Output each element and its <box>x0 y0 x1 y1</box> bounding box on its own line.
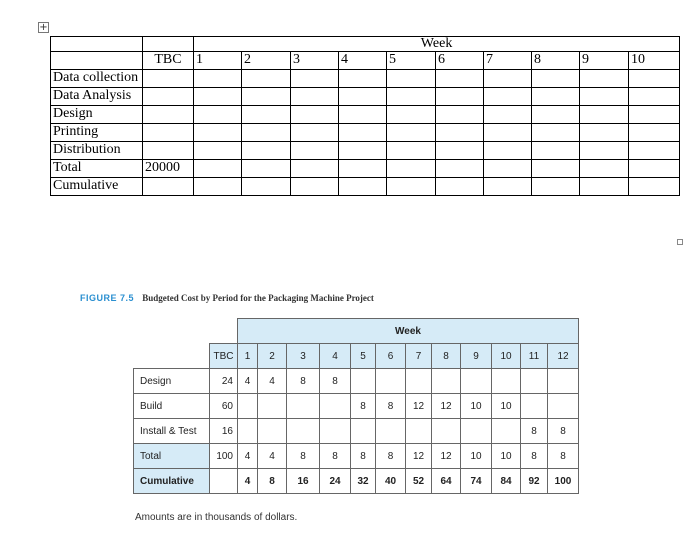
table-cell[interactable] <box>580 124 629 142</box>
column-header-week-5[interactable]: 5 <box>387 52 436 70</box>
figure-cell: 8 <box>287 369 320 394</box>
table-cell[interactable] <box>242 106 291 124</box>
figure-cell <box>548 369 579 394</box>
tbc-cell[interactable] <box>143 70 194 88</box>
figure-cell: 8 <box>287 444 320 469</box>
figure-cell <box>492 419 521 444</box>
table-row <box>51 88 680 106</box>
table-cell[interactable] <box>339 178 387 196</box>
table-cell[interactable] <box>387 124 436 142</box>
column-header-tbc[interactable]: TBC <box>143 52 194 70</box>
figure-row <box>134 369 579 394</box>
table-row <box>51 70 680 88</box>
figure-cell <box>432 419 461 444</box>
table-cell[interactable] <box>629 88 680 106</box>
table-row <box>51 142 680 160</box>
table-cell[interactable] <box>532 160 580 178</box>
table-cell[interactable] <box>580 106 629 124</box>
row-label[interactable]: Design <box>51 106 143 124</box>
table-cell[interactable] <box>629 124 680 142</box>
tbc-cell[interactable] <box>143 178 194 196</box>
table-cell[interactable] <box>387 178 436 196</box>
table-cell[interactable] <box>194 106 242 124</box>
figure-cell <box>432 369 461 394</box>
figure-cell <box>351 369 376 394</box>
blank-cell <box>210 319 238 344</box>
table-cell[interactable] <box>291 106 339 124</box>
figure-cell <box>238 419 258 444</box>
figure-cell: 24 <box>320 469 351 494</box>
figure-row <box>134 394 579 419</box>
blank-cell <box>134 344 210 369</box>
tbc-cell[interactable] <box>143 88 194 106</box>
figure-column-week-8: 8 <box>432 344 461 369</box>
table-cell[interactable] <box>291 142 339 160</box>
figure-cell: 8 <box>548 444 579 469</box>
table-cell[interactable] <box>339 106 387 124</box>
tbc-cell[interactable] <box>143 124 194 142</box>
figure-cell: 16 <box>287 469 320 494</box>
row-label[interactable]: Printing <box>51 124 143 142</box>
table-cell[interactable] <box>532 106 580 124</box>
figure-row-label: Build <box>134 394 210 419</box>
table-cell[interactable] <box>291 88 339 106</box>
figure-row-label: Design <box>134 369 210 394</box>
figure-cell <box>521 394 548 419</box>
figure-cell: 16 <box>210 419 238 444</box>
figure-cell: 10 <box>492 394 521 419</box>
table-cell[interactable] <box>436 106 484 124</box>
column-header-row <box>51 52 680 70</box>
figure-column-week-4: 4 <box>320 344 351 369</box>
column-header-week-6[interactable]: 6 <box>436 52 484 70</box>
table-cell[interactable] <box>484 178 532 196</box>
figure-column-week-7: 7 <box>406 344 432 369</box>
table-cell[interactable] <box>194 124 242 142</box>
table-cell[interactable] <box>629 142 680 160</box>
table-cell[interactable] <box>339 142 387 160</box>
blank-cell <box>134 319 210 344</box>
figure-cell: 92 <box>521 469 548 494</box>
figure-cell <box>210 469 238 494</box>
table-cell[interactable] <box>580 142 629 160</box>
figure-note: Amounts are in thousands of dollars. <box>135 512 298 523</box>
figure-number: FIGURE 7.5 <box>80 293 135 303</box>
figure-cell: 32 <box>351 469 376 494</box>
table-cell[interactable] <box>484 142 532 160</box>
table-cell[interactable] <box>436 178 484 196</box>
table-row <box>51 178 680 196</box>
table-cell[interactable] <box>242 142 291 160</box>
figure-cell <box>376 369 406 394</box>
table-cell[interactable] <box>387 160 436 178</box>
table-cell[interactable] <box>339 88 387 106</box>
figure-cell: 8 <box>351 394 376 419</box>
figure-cell <box>258 394 287 419</box>
figure-cell: 4 <box>238 369 258 394</box>
figure-row <box>134 419 579 444</box>
table-cell[interactable] <box>532 88 580 106</box>
figure-column-week-12: 12 <box>548 344 579 369</box>
column-header-week-7[interactable]: 7 <box>484 52 532 70</box>
table-cell[interactable] <box>51 52 143 70</box>
project-budget-table[interactable] <box>50 36 680 196</box>
figure-cell: 64 <box>432 469 461 494</box>
table-cell[interactable] <box>291 70 339 88</box>
figure-cell <box>492 369 521 394</box>
table-row <box>51 160 680 178</box>
figure-cell: 8 <box>548 419 579 444</box>
figure-title: Budgeted Cost by Period for the Packaging Machine Project <box>142 293 374 303</box>
figure-cell: 4 <box>238 469 258 494</box>
table-cell[interactable] <box>194 178 242 196</box>
table-cell[interactable] <box>484 70 532 88</box>
row-label[interactable]: Data collection <box>51 70 143 88</box>
table-cell[interactable] <box>387 70 436 88</box>
table-cell[interactable] <box>580 178 629 196</box>
figure-cell: 8 <box>258 469 287 494</box>
table-cell[interactable] <box>580 70 629 88</box>
figure-cell: 8 <box>521 419 548 444</box>
table-cell[interactable] <box>532 70 580 88</box>
figure-row <box>134 444 579 469</box>
table-cell[interactable] <box>484 160 532 178</box>
figure-column-week-10: 10 <box>492 344 521 369</box>
row-label[interactable]: Total <box>51 160 143 178</box>
figure-column-week-9: 9 <box>461 344 492 369</box>
figure-row-label: Install & Test <box>134 419 210 444</box>
table-cell[interactable] <box>242 70 291 88</box>
week-header-row <box>51 37 680 52</box>
table-cell[interactable] <box>143 37 194 52</box>
table-cell[interactable] <box>436 160 484 178</box>
table-cell[interactable] <box>580 88 629 106</box>
figure-cell <box>287 394 320 419</box>
column-header-week-9[interactable]: 9 <box>580 52 629 70</box>
figure-week-header: Week <box>238 319 579 344</box>
table-cell[interactable] <box>339 70 387 88</box>
figure-cell: 10 <box>461 444 492 469</box>
figure-column-tbc: TBC <box>210 344 238 369</box>
table-cell[interactable] <box>436 124 484 142</box>
figure-cell: 84 <box>492 469 521 494</box>
table-cell[interactable] <box>194 160 242 178</box>
figure-cell: 8 <box>320 369 351 394</box>
table-move-handle[interactable]: + <box>39 22 48 33</box>
figure-column-week-6: 6 <box>376 344 406 369</box>
table-cell[interactable] <box>387 106 436 124</box>
table-cell[interactable] <box>629 70 680 88</box>
figure-cell: 52 <box>406 469 432 494</box>
row-label[interactable]: Data Analysis <box>51 88 143 106</box>
figure-cell: 12 <box>432 444 461 469</box>
figure-cell: 8 <box>521 444 548 469</box>
table-cell[interactable] <box>629 178 680 196</box>
table-cell[interactable] <box>629 106 680 124</box>
table-cell[interactable] <box>291 178 339 196</box>
figure-cell <box>320 394 351 419</box>
table-cell[interactable] <box>387 88 436 106</box>
figure-cell: 24 <box>210 369 238 394</box>
table-cell[interactable] <box>484 106 532 124</box>
table-cell[interactable] <box>51 37 143 52</box>
figure-cell: 8 <box>320 444 351 469</box>
figure-cell: 10 <box>461 394 492 419</box>
table-cell[interactable] <box>629 160 680 178</box>
table-cell[interactable] <box>436 88 484 106</box>
figure-cell <box>406 419 432 444</box>
figure-cell: 40 <box>376 469 406 494</box>
week-header[interactable]: Week <box>194 37 680 52</box>
figure-row <box>134 469 579 494</box>
table-cell[interactable] <box>532 142 580 160</box>
table-cell[interactable] <box>291 124 339 142</box>
figure-cell: 74 <box>461 469 492 494</box>
column-header-week-4[interactable]: 4 <box>339 52 387 70</box>
figure-cell: 4 <box>258 369 287 394</box>
table-cell[interactable] <box>436 142 484 160</box>
figure-cell: 4 <box>238 444 258 469</box>
table-cell[interactable] <box>532 178 580 196</box>
table-resize-handle[interactable] <box>677 239 683 245</box>
figure-column-week-5: 5 <box>351 344 376 369</box>
figure-cell <box>258 419 287 444</box>
column-header-week-10[interactable]: 10 <box>629 52 680 70</box>
table-row <box>51 124 680 142</box>
table-cell[interactable] <box>436 70 484 88</box>
table-cell[interactable] <box>484 88 532 106</box>
column-header-week-3[interactable]: 3 <box>291 52 339 70</box>
table-cell[interactable] <box>484 124 532 142</box>
figure-caption <box>80 293 374 303</box>
figure-column-week-3: 3 <box>287 344 320 369</box>
figure-cell <box>461 369 492 394</box>
figure-column-week-1: 1 <box>238 344 258 369</box>
figure-cell: 12 <box>406 394 432 419</box>
row-label[interactable]: Distribution <box>51 142 143 160</box>
figure-week-row <box>134 319 579 344</box>
figure-cell <box>287 419 320 444</box>
table-cell[interactable] <box>242 178 291 196</box>
table-cell[interactable] <box>580 160 629 178</box>
figure-column-header-row <box>134 344 579 369</box>
figure-column-week-11: 11 <box>521 344 548 369</box>
column-header-week-1[interactable]: 1 <box>194 52 242 70</box>
table-cell[interactable] <box>532 124 580 142</box>
tbc-cell[interactable]: 20000 <box>143 160 194 178</box>
figure-cell: 60 <box>210 394 238 419</box>
table-row <box>51 106 680 124</box>
table-cell[interactable] <box>339 124 387 142</box>
figure-cell: 12 <box>406 444 432 469</box>
table-cell[interactable] <box>291 160 339 178</box>
table-cell[interactable] <box>242 160 291 178</box>
table-cell[interactable] <box>194 142 242 160</box>
column-header-week-2[interactable]: 2 <box>242 52 291 70</box>
table-cell[interactable] <box>194 70 242 88</box>
figure-row-label: Cumulative <box>134 469 210 494</box>
figure-row-label: Total <box>134 444 210 469</box>
figure-cell: 10 <box>492 444 521 469</box>
figure-cell <box>320 419 351 444</box>
figure-cell <box>238 394 258 419</box>
row-label[interactable]: Cumulative <box>51 178 143 196</box>
table-cell[interactable] <box>387 142 436 160</box>
table-cell[interactable] <box>339 160 387 178</box>
tbc-cell[interactable] <box>143 106 194 124</box>
figure-cell <box>376 419 406 444</box>
figure-cell: 8 <box>376 394 406 419</box>
figure-cell <box>548 394 579 419</box>
table-cell[interactable] <box>194 88 242 106</box>
figure-cell <box>461 419 492 444</box>
figure-cell: 8 <box>351 444 376 469</box>
figure-cell <box>406 369 432 394</box>
table-cell[interactable] <box>242 124 291 142</box>
figure-cell <box>351 419 376 444</box>
figure-cell <box>521 369 548 394</box>
figure-column-week-2: 2 <box>258 344 287 369</box>
figure-cell: 100 <box>548 469 579 494</box>
table-cell[interactable] <box>242 88 291 106</box>
figure-budget-table <box>133 318 579 494</box>
figure-cell: 100 <box>210 444 238 469</box>
figure-cell: 4 <box>258 444 287 469</box>
figure-cell: 12 <box>432 394 461 419</box>
column-header-week-8[interactable]: 8 <box>532 52 580 70</box>
tbc-cell[interactable] <box>143 142 194 160</box>
figure-cell: 8 <box>376 444 406 469</box>
